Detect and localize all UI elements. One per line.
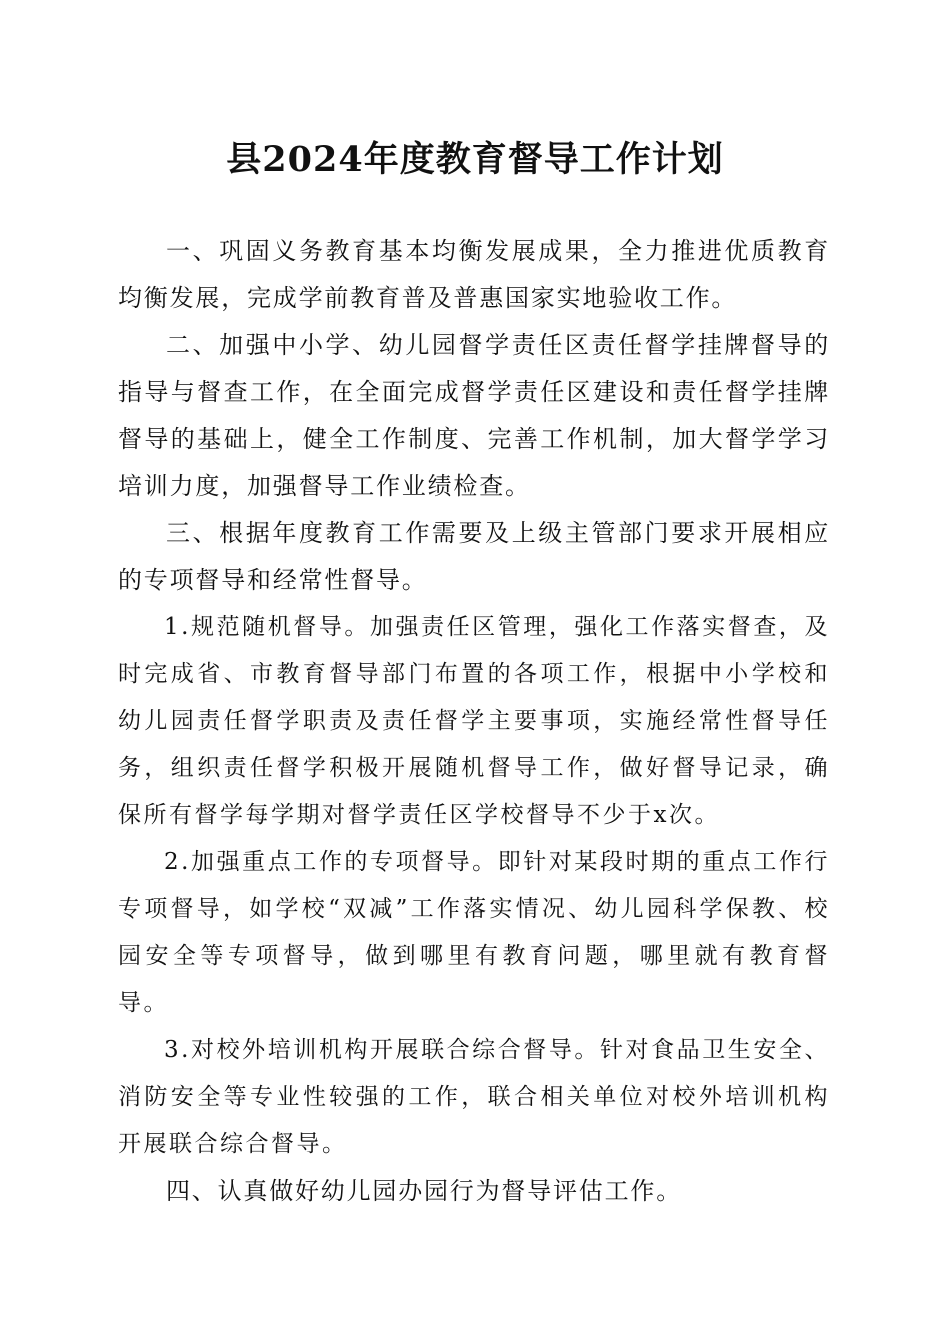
document-body	[118, 228, 830, 1215]
paragraph-section-4: 四、认真做好幼儿园办园行为督导评估工作。	[166, 1177, 682, 1205]
paragraph-item-2: 2.加强重点工作的专项督导。即针对某段时期的重点工作行专项督导，如学校“双减”工作落实情况、幼儿园科学保教、校园安全等专项督导，做到哪里有教育问题，哪里就有教育督导。	[118, 849, 830, 1016]
paragraph-item-3: 3.对校外培训机构开展联合综合督导。针对食品卫生安全、消防安全等专业性较强的工作，联合相关单位对校外培训机构开展联合综合督导。	[118, 1037, 830, 1157]
paragraph-section-3: 三、根据年度教育工作需要及上级主管部门要求开展相应的专项督导和经常性督导。	[118, 519, 830, 594]
paragraph-item-1: 1.规范随机督导。加强责任区管理，强化工作落实督查，及时完成省、市教育督导部门布置的各项工作，根据中小学校和幼儿园责任督学职责及责任督学主要事项，实施经常性督导任务，组织责任督学积极开展随机督导工作，做好督导记录，确保所有督学每学期对督学责任区学校督导不少于x次。	[118, 614, 830, 828]
document-title: 县2024年度教育督导工作计划	[226, 139, 724, 180]
paragraph-section-2: 二、加强中小学、幼儿园督学责任区责任督学挂牌督导的指导与督查工作，在全面完成督学责任区建设和责任督学挂牌督导的基础上，健全工作制度、完善工作机制，加大督学学习培训力度，加强督导工作业绩检查。	[118, 331, 830, 500]
paragraph-section-1: 一、巩固义务教育基本均衡发展成果，全力推进优质教育均衡发展，完成学前教育普及普惠国家实地验收工作。	[118, 237, 830, 312]
